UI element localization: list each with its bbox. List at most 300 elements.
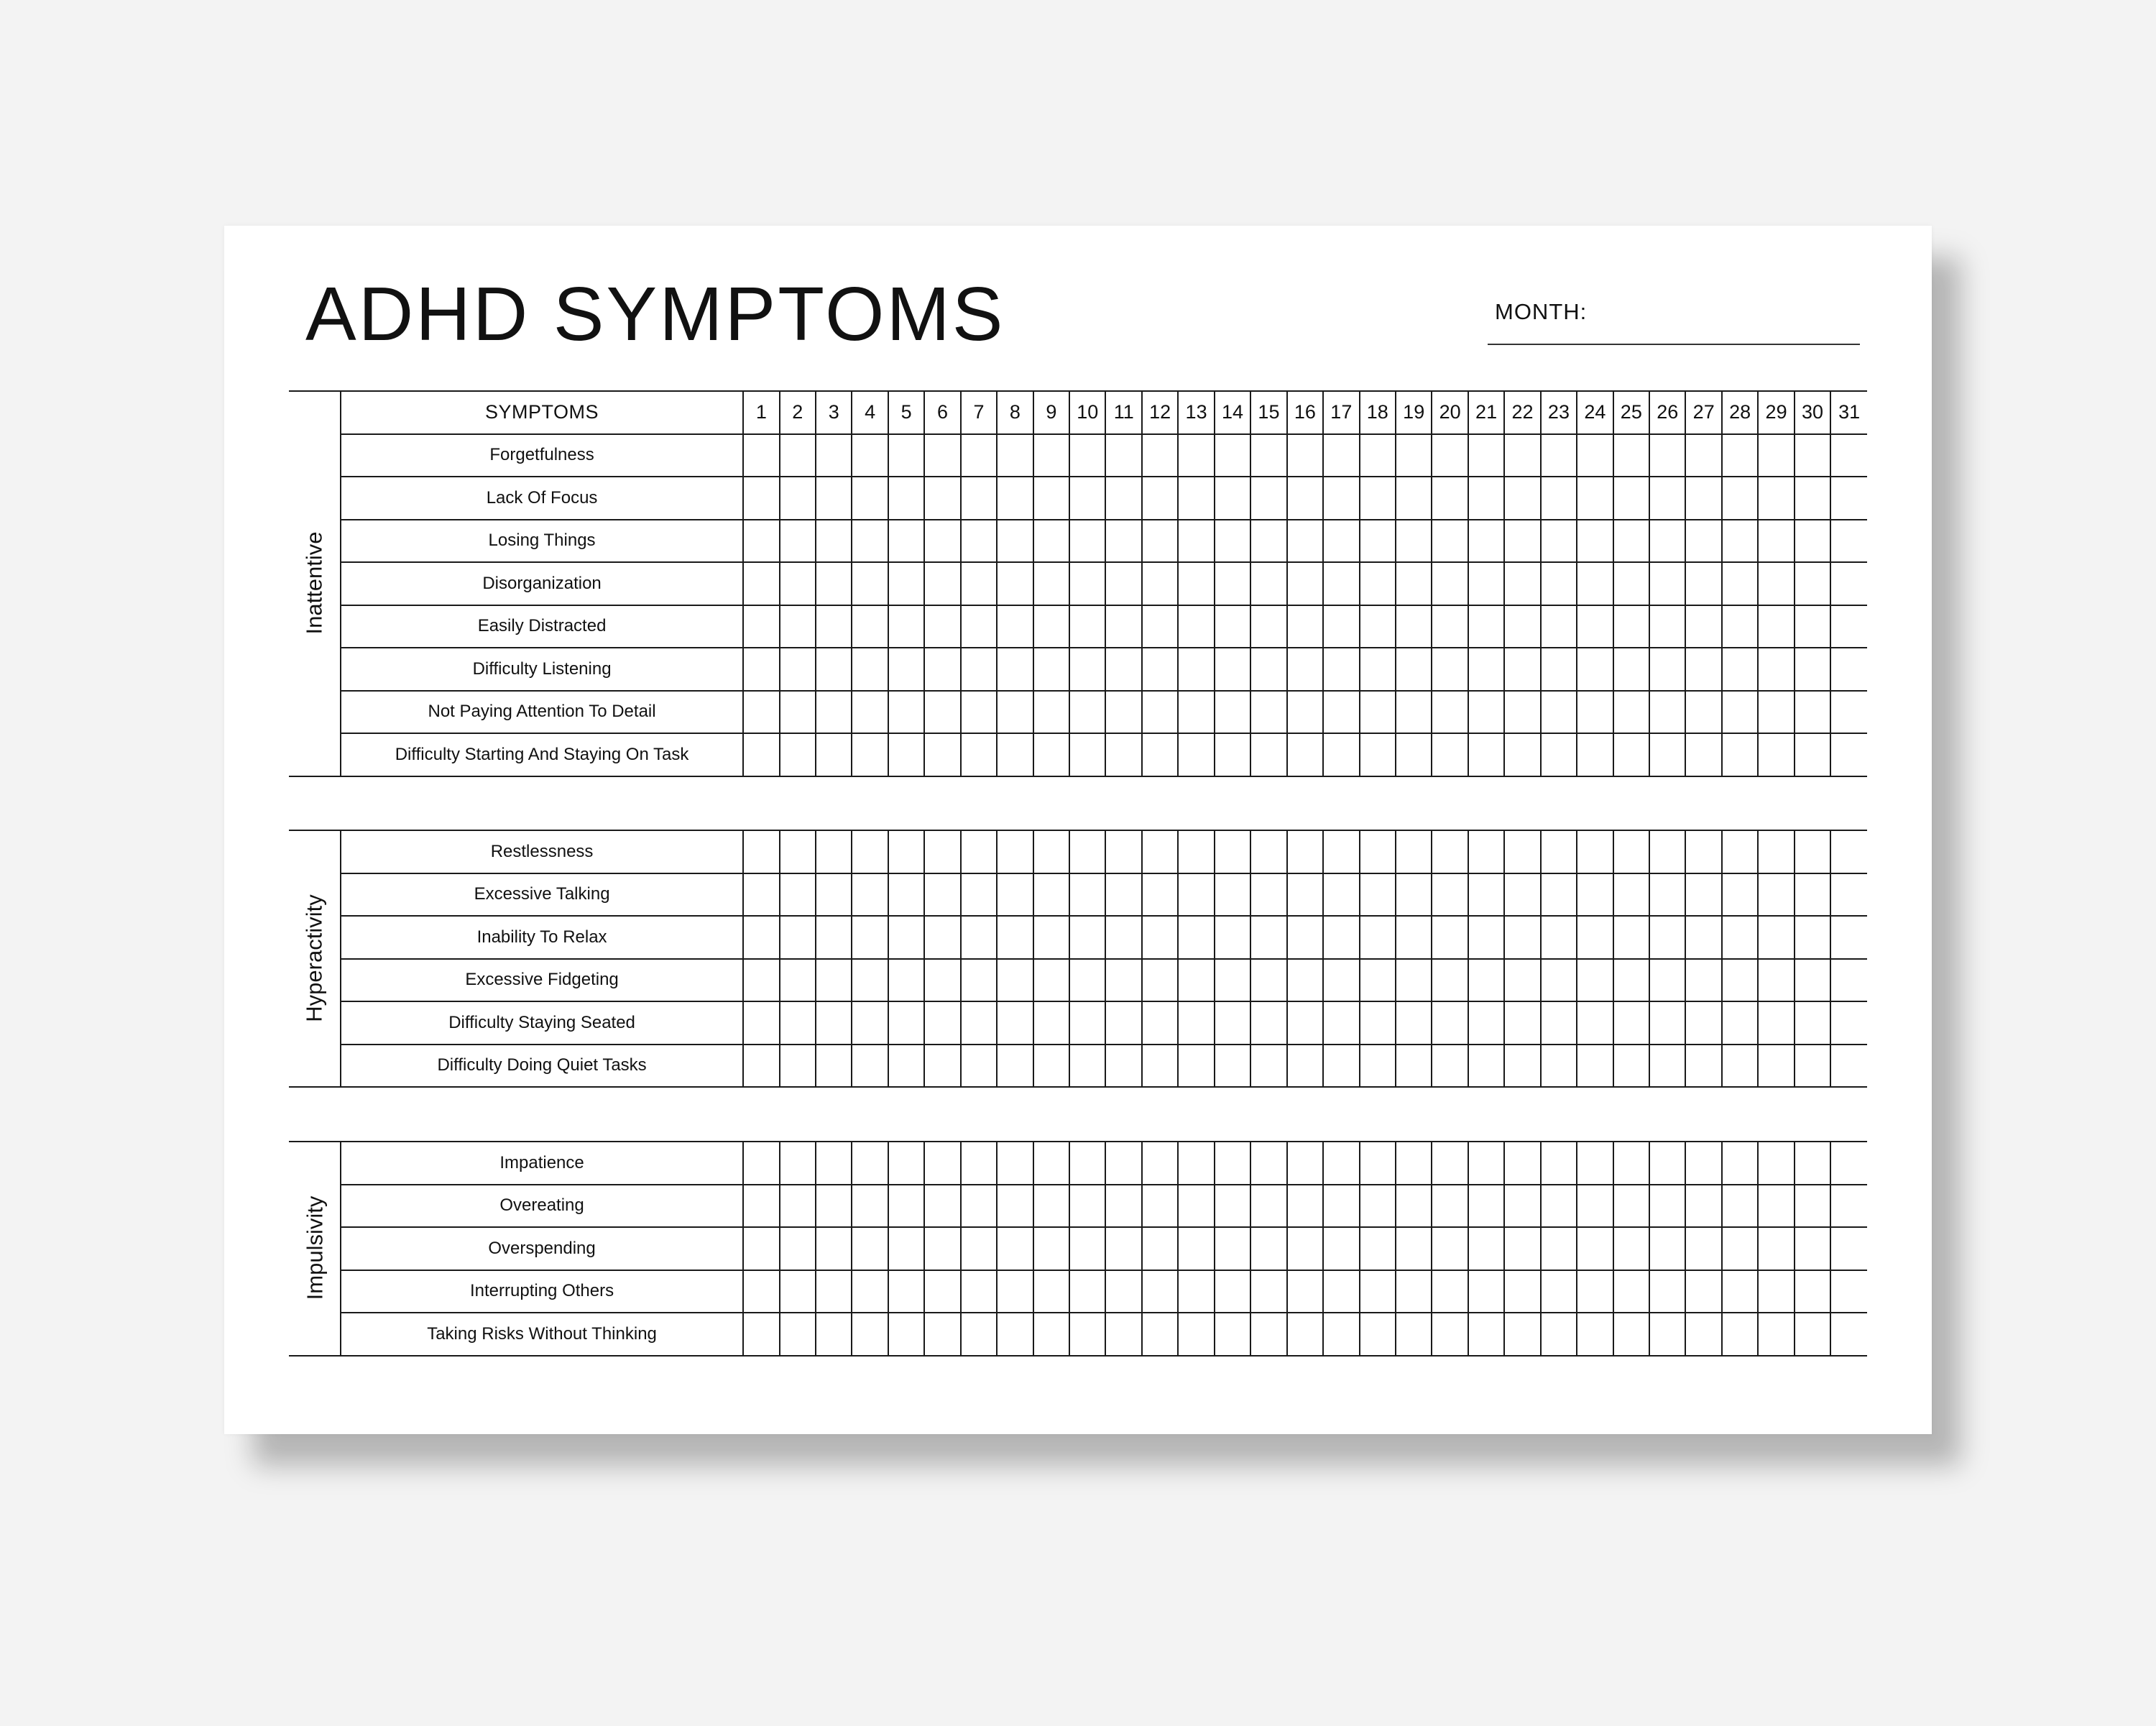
- check-cell[interactable]: [780, 830, 816, 873]
- check-cell[interactable]: [1396, 733, 1432, 776]
- check-cell[interactable]: [1396, 1045, 1432, 1088]
- check-cell[interactable]: [961, 1227, 997, 1270]
- check-cell[interactable]: [1033, 1270, 1069, 1313]
- check-cell[interactable]: [816, 1001, 852, 1045]
- check-cell[interactable]: [743, 434, 779, 477]
- check-cell[interactable]: [780, 1185, 816, 1228]
- check-cell[interactable]: [1830, 605, 1867, 648]
- check-cell[interactable]: [1468, 477, 1504, 520]
- check-cell[interactable]: [1287, 830, 1323, 873]
- check-cell[interactable]: [924, 1185, 960, 1228]
- check-cell[interactable]: [743, 477, 779, 520]
- check-cell[interactable]: [1468, 916, 1504, 959]
- check-cell[interactable]: [924, 477, 960, 520]
- check-cell[interactable]: [1396, 830, 1432, 873]
- check-cell[interactable]: [780, 1270, 816, 1313]
- check-cell[interactable]: [780, 1227, 816, 1270]
- check-cell[interactable]: [1360, 605, 1396, 648]
- check-cell[interactable]: [1649, 434, 1685, 477]
- check-cell[interactable]: [1215, 477, 1250, 520]
- check-cell[interactable]: [1504, 520, 1540, 563]
- check-cell[interactable]: [1795, 959, 1830, 1002]
- check-cell[interactable]: [1758, 477, 1794, 520]
- check-cell[interactable]: [1468, 1270, 1504, 1313]
- check-cell[interactable]: [1250, 691, 1286, 734]
- check-cell[interactable]: [1649, 1313, 1685, 1356]
- check-cell[interactable]: [816, 1142, 852, 1185]
- check-cell[interactable]: [743, 605, 779, 648]
- check-cell[interactable]: [1468, 1001, 1504, 1045]
- check-cell[interactable]: [1323, 434, 1359, 477]
- check-cell[interactable]: [1105, 1142, 1141, 1185]
- check-cell[interactable]: [1685, 959, 1721, 1002]
- check-cell[interactable]: [1250, 959, 1286, 1002]
- check-cell[interactable]: [924, 830, 960, 873]
- check-cell[interactable]: [1287, 873, 1323, 917]
- check-cell[interactable]: [1033, 520, 1069, 563]
- check-cell[interactable]: [1541, 1270, 1577, 1313]
- check-cell[interactable]: [1250, 520, 1286, 563]
- check-cell[interactable]: [1142, 434, 1178, 477]
- check-cell[interactable]: [1795, 916, 1830, 959]
- check-cell[interactable]: [1396, 873, 1432, 917]
- check-cell[interactable]: [1504, 1270, 1540, 1313]
- check-cell[interactable]: [1541, 1185, 1577, 1228]
- check-cell[interactable]: [1250, 830, 1286, 873]
- check-cell[interactable]: [997, 477, 1033, 520]
- check-cell[interactable]: [1830, 830, 1867, 873]
- check-cell[interactable]: [1722, 1142, 1758, 1185]
- check-cell[interactable]: [1722, 434, 1758, 477]
- check-cell[interactable]: [1577, 733, 1613, 776]
- check-cell[interactable]: [1033, 873, 1069, 917]
- check-cell[interactable]: [1033, 691, 1069, 734]
- check-cell[interactable]: [816, 733, 852, 776]
- check-cell[interactable]: [1432, 959, 1468, 1002]
- check-cell[interactable]: [1649, 916, 1685, 959]
- check-cell[interactable]: [997, 1142, 1033, 1185]
- check-cell[interactable]: [1432, 605, 1468, 648]
- check-cell[interactable]: [1033, 1001, 1069, 1045]
- check-cell[interactable]: [816, 873, 852, 917]
- check-cell[interactable]: [852, 1045, 888, 1088]
- check-cell[interactable]: [852, 605, 888, 648]
- check-cell[interactable]: [1685, 477, 1721, 520]
- check-cell[interactable]: [1432, 520, 1468, 563]
- check-cell[interactable]: [1432, 648, 1468, 691]
- check-cell[interactable]: [1287, 1001, 1323, 1045]
- check-cell[interactable]: [961, 873, 997, 917]
- check-cell[interactable]: [1795, 1001, 1830, 1045]
- check-cell[interactable]: [780, 648, 816, 691]
- check-cell[interactable]: [1142, 916, 1178, 959]
- check-cell[interactable]: [1432, 691, 1468, 734]
- check-cell[interactable]: [1069, 477, 1105, 520]
- check-cell[interactable]: [961, 520, 997, 563]
- check-cell[interactable]: [1287, 959, 1323, 1002]
- check-cell[interactable]: [1396, 434, 1432, 477]
- check-cell[interactable]: [1360, 562, 1396, 605]
- check-cell[interactable]: [1432, 562, 1468, 605]
- check-cell[interactable]: [1722, 648, 1758, 691]
- check-cell[interactable]: [1432, 1001, 1468, 1045]
- check-cell[interactable]: [1722, 1045, 1758, 1088]
- check-cell[interactable]: [961, 1313, 997, 1356]
- check-cell[interactable]: [1178, 562, 1214, 605]
- check-cell[interactable]: [961, 830, 997, 873]
- check-cell[interactable]: [1105, 1313, 1141, 1356]
- check-cell[interactable]: [852, 434, 888, 477]
- check-cell[interactable]: [1287, 1045, 1323, 1088]
- check-cell[interactable]: [1504, 1227, 1540, 1270]
- check-cell[interactable]: [1105, 605, 1141, 648]
- check-cell[interactable]: [1577, 1313, 1613, 1356]
- check-cell[interactable]: [888, 648, 924, 691]
- check-cell[interactable]: [1033, 1185, 1069, 1228]
- check-cell[interactable]: [924, 1270, 960, 1313]
- check-cell[interactable]: [1758, 1001, 1794, 1045]
- check-cell[interactable]: [1685, 916, 1721, 959]
- check-cell[interactable]: [1323, 916, 1359, 959]
- check-cell[interactable]: [1287, 477, 1323, 520]
- check-cell[interactable]: [1033, 477, 1069, 520]
- check-cell[interactable]: [1722, 1313, 1758, 1356]
- check-cell[interactable]: [1069, 1142, 1105, 1185]
- check-cell[interactable]: [997, 691, 1033, 734]
- check-cell[interactable]: [1287, 1142, 1323, 1185]
- check-cell[interactable]: [1287, 1270, 1323, 1313]
- check-cell[interactable]: [1795, 477, 1830, 520]
- check-cell[interactable]: [1033, 1227, 1069, 1270]
- check-cell[interactable]: [1541, 434, 1577, 477]
- check-cell[interactable]: [1033, 562, 1069, 605]
- check-cell[interactable]: [1468, 830, 1504, 873]
- check-cell[interactable]: [1541, 520, 1577, 563]
- check-cell[interactable]: [1795, 520, 1830, 563]
- check-cell[interactable]: [1033, 830, 1069, 873]
- check-cell[interactable]: [997, 648, 1033, 691]
- check-cell[interactable]: [743, 873, 779, 917]
- check-cell[interactable]: [1215, 959, 1250, 1002]
- check-cell[interactable]: [1577, 1227, 1613, 1270]
- check-cell[interactable]: [1033, 605, 1069, 648]
- check-cell[interactable]: [1178, 733, 1214, 776]
- check-cell[interactable]: [1577, 605, 1613, 648]
- check-cell[interactable]: [780, 434, 816, 477]
- check-cell[interactable]: [1795, 1185, 1830, 1228]
- check-cell[interactable]: [1577, 830, 1613, 873]
- check-cell[interactable]: [1287, 520, 1323, 563]
- check-cell[interactable]: [1722, 605, 1758, 648]
- check-cell[interactable]: [997, 1185, 1033, 1228]
- check-cell[interactable]: [1360, 1142, 1396, 1185]
- check-cell[interactable]: [1830, 1045, 1867, 1088]
- check-cell[interactable]: [1105, 1227, 1141, 1270]
- check-cell[interactable]: [816, 959, 852, 1002]
- check-cell[interactable]: [1105, 477, 1141, 520]
- check-cell[interactable]: [1685, 1045, 1721, 1088]
- check-cell[interactable]: [1323, 1270, 1359, 1313]
- check-cell[interactable]: [1142, 873, 1178, 917]
- check-cell[interactable]: [1795, 1142, 1830, 1185]
- check-cell[interactable]: [924, 873, 960, 917]
- check-cell[interactable]: [1649, 1270, 1685, 1313]
- check-cell[interactable]: [1504, 873, 1540, 917]
- check-cell[interactable]: [1178, 1270, 1214, 1313]
- check-cell[interactable]: [1722, 1227, 1758, 1270]
- check-cell[interactable]: [1178, 434, 1214, 477]
- check-cell[interactable]: [1685, 691, 1721, 734]
- check-cell[interactable]: [1758, 1142, 1794, 1185]
- check-cell[interactable]: [852, 916, 888, 959]
- check-cell[interactable]: [852, 477, 888, 520]
- check-cell[interactable]: [1795, 733, 1830, 776]
- check-cell[interactable]: [1758, 1185, 1794, 1228]
- check-cell[interactable]: [816, 691, 852, 734]
- check-cell[interactable]: [1178, 916, 1214, 959]
- check-cell[interactable]: [1178, 1001, 1214, 1045]
- check-cell[interactable]: [961, 691, 997, 734]
- check-cell[interactable]: [1178, 1227, 1214, 1270]
- check-cell[interactable]: [852, 1313, 888, 1356]
- check-cell[interactable]: [1795, 873, 1830, 917]
- check-cell[interactable]: [1069, 1227, 1105, 1270]
- check-cell[interactable]: [852, 873, 888, 917]
- check-cell[interactable]: [1468, 1185, 1504, 1228]
- check-cell[interactable]: [1142, 1185, 1178, 1228]
- check-cell[interactable]: [997, 873, 1033, 917]
- check-cell[interactable]: [1685, 830, 1721, 873]
- check-cell[interactable]: [743, 959, 779, 1002]
- check-cell[interactable]: [1069, 605, 1105, 648]
- check-cell[interactable]: [743, 1001, 779, 1045]
- check-cell[interactable]: [1215, 1142, 1250, 1185]
- check-cell[interactable]: [1722, 477, 1758, 520]
- check-cell[interactable]: [1758, 434, 1794, 477]
- check-cell[interactable]: [1830, 477, 1867, 520]
- check-cell[interactable]: [1215, 873, 1250, 917]
- check-cell[interactable]: [1142, 1142, 1178, 1185]
- check-cell[interactable]: [924, 916, 960, 959]
- check-cell[interactable]: [1722, 520, 1758, 563]
- check-cell[interactable]: [1541, 648, 1577, 691]
- check-cell[interactable]: [1758, 1270, 1794, 1313]
- check-cell[interactable]: [1250, 1270, 1286, 1313]
- check-cell[interactable]: [1613, 830, 1649, 873]
- check-cell[interactable]: [1069, 1001, 1105, 1045]
- check-cell[interactable]: [1323, 959, 1359, 1002]
- check-cell[interactable]: [1758, 691, 1794, 734]
- check-cell[interactable]: [997, 1313, 1033, 1356]
- check-cell[interactable]: [1504, 648, 1540, 691]
- check-cell[interactable]: [1323, 648, 1359, 691]
- check-cell[interactable]: [1613, 1142, 1649, 1185]
- check-cell[interactable]: [1396, 1313, 1432, 1356]
- check-cell[interactable]: [1396, 691, 1432, 734]
- check-cell[interactable]: [1142, 520, 1178, 563]
- check-cell[interactable]: [1649, 733, 1685, 776]
- check-cell[interactable]: [1541, 605, 1577, 648]
- check-cell[interactable]: [1649, 873, 1685, 917]
- check-cell[interactable]: [1142, 1045, 1178, 1088]
- check-cell[interactable]: [1541, 873, 1577, 917]
- check-cell[interactable]: [1504, 691, 1540, 734]
- check-cell[interactable]: [1541, 1313, 1577, 1356]
- check-cell[interactable]: [1504, 733, 1540, 776]
- check-cell[interactable]: [780, 562, 816, 605]
- month-field[interactable]: [1488, 293, 1860, 345]
- check-cell[interactable]: [961, 916, 997, 959]
- check-cell[interactable]: [852, 1142, 888, 1185]
- check-cell[interactable]: [924, 733, 960, 776]
- check-cell[interactable]: [1613, 873, 1649, 917]
- check-cell[interactable]: [1722, 562, 1758, 605]
- check-cell[interactable]: [1142, 1001, 1178, 1045]
- check-cell[interactable]: [1069, 959, 1105, 1002]
- check-cell[interactable]: [1649, 830, 1685, 873]
- check-cell[interactable]: [780, 1001, 816, 1045]
- check-cell[interactable]: [1250, 1045, 1286, 1088]
- check-cell[interactable]: [780, 691, 816, 734]
- check-cell[interactable]: [743, 733, 779, 776]
- check-cell[interactable]: [888, 605, 924, 648]
- check-cell[interactable]: [1685, 733, 1721, 776]
- check-cell[interactable]: [1830, 1227, 1867, 1270]
- check-cell[interactable]: [1577, 562, 1613, 605]
- check-cell[interactable]: [852, 1185, 888, 1228]
- check-cell[interactable]: [1178, 1045, 1214, 1088]
- check-cell[interactable]: [1215, 1045, 1250, 1088]
- check-cell[interactable]: [1758, 1045, 1794, 1088]
- check-cell[interactable]: [1541, 733, 1577, 776]
- check-cell[interactable]: [852, 691, 888, 734]
- check-cell[interactable]: [1758, 605, 1794, 648]
- check-cell[interactable]: [1323, 1045, 1359, 1088]
- check-cell[interactable]: [1613, 520, 1649, 563]
- check-cell[interactable]: [1758, 520, 1794, 563]
- check-cell[interactable]: [924, 959, 960, 1002]
- check-cell[interactable]: [997, 959, 1033, 1002]
- check-cell[interactable]: [1287, 733, 1323, 776]
- check-cell[interactable]: [780, 916, 816, 959]
- check-cell[interactable]: [997, 434, 1033, 477]
- check-cell[interactable]: [961, 1185, 997, 1228]
- check-cell[interactable]: [1577, 873, 1613, 917]
- check-cell[interactable]: [1468, 873, 1504, 917]
- check-cell[interactable]: [1323, 477, 1359, 520]
- check-cell[interactable]: [1215, 830, 1250, 873]
- check-cell[interactable]: [1396, 1142, 1432, 1185]
- check-cell[interactable]: [1795, 1045, 1830, 1088]
- check-cell[interactable]: [1178, 605, 1214, 648]
- check-cell[interactable]: [1215, 1185, 1250, 1228]
- check-cell[interactable]: [1287, 1313, 1323, 1356]
- check-cell[interactable]: [1360, 1001, 1396, 1045]
- check-cell[interactable]: [816, 916, 852, 959]
- check-cell[interactable]: [1396, 1001, 1432, 1045]
- check-cell[interactable]: [1215, 648, 1250, 691]
- check-cell[interactable]: [1758, 959, 1794, 1002]
- check-cell[interactable]: [1033, 916, 1069, 959]
- check-cell[interactable]: [1758, 1313, 1794, 1356]
- check-cell[interactable]: [1830, 1270, 1867, 1313]
- check-cell[interactable]: [1360, 830, 1396, 873]
- check-cell[interactable]: [1360, 434, 1396, 477]
- check-cell[interactable]: [1287, 1227, 1323, 1270]
- check-cell[interactable]: [1287, 562, 1323, 605]
- check-cell[interactable]: [1069, 1313, 1105, 1356]
- check-cell[interactable]: [1323, 1313, 1359, 1356]
- check-cell[interactable]: [1323, 1142, 1359, 1185]
- check-cell[interactable]: [1722, 916, 1758, 959]
- check-cell[interactable]: [1215, 733, 1250, 776]
- check-cell[interactable]: [816, 520, 852, 563]
- check-cell[interactable]: [1577, 1270, 1613, 1313]
- check-cell[interactable]: [1178, 830, 1214, 873]
- check-cell[interactable]: [1795, 562, 1830, 605]
- check-cell[interactable]: [1250, 1185, 1286, 1228]
- check-cell[interactable]: [924, 605, 960, 648]
- check-cell[interactable]: [1795, 434, 1830, 477]
- check-cell[interactable]: [780, 1313, 816, 1356]
- check-cell[interactable]: [1250, 562, 1286, 605]
- check-cell[interactable]: [852, 648, 888, 691]
- check-cell[interactable]: [1178, 648, 1214, 691]
- check-cell[interactable]: [1360, 648, 1396, 691]
- check-cell[interactable]: [1685, 434, 1721, 477]
- check-cell[interactable]: [997, 1001, 1033, 1045]
- check-cell[interactable]: [888, 520, 924, 563]
- check-cell[interactable]: [1830, 648, 1867, 691]
- check-cell[interactable]: [1069, 520, 1105, 563]
- check-cell[interactable]: [997, 1045, 1033, 1088]
- check-cell[interactable]: [1649, 691, 1685, 734]
- check-cell[interactable]: [961, 1001, 997, 1045]
- check-cell[interactable]: [852, 830, 888, 873]
- check-cell[interactable]: [961, 434, 997, 477]
- check-cell[interactable]: [924, 1045, 960, 1088]
- check-cell[interactable]: [1541, 1045, 1577, 1088]
- check-cell[interactable]: [816, 562, 852, 605]
- check-cell[interactable]: [924, 1001, 960, 1045]
- check-cell[interactable]: [1360, 873, 1396, 917]
- check-cell[interactable]: [1178, 959, 1214, 1002]
- check-cell[interactable]: [1504, 1142, 1540, 1185]
- check-cell[interactable]: [1613, 434, 1649, 477]
- check-cell[interactable]: [1722, 1001, 1758, 1045]
- check-cell[interactable]: [997, 830, 1033, 873]
- check-cell[interactable]: [1685, 1185, 1721, 1228]
- check-cell[interactable]: [888, 477, 924, 520]
- check-cell[interactable]: [1795, 1227, 1830, 1270]
- check-cell[interactable]: [1830, 1313, 1867, 1356]
- check-cell[interactable]: [1287, 691, 1323, 734]
- check-cell[interactable]: [1287, 1185, 1323, 1228]
- check-cell[interactable]: [1360, 1185, 1396, 1228]
- check-cell[interactable]: [852, 1001, 888, 1045]
- check-cell[interactable]: [1033, 1313, 1069, 1356]
- check-cell[interactable]: [1215, 434, 1250, 477]
- check-cell[interactable]: [1250, 1142, 1286, 1185]
- check-cell[interactable]: [1504, 1313, 1540, 1356]
- check-cell[interactable]: [1033, 434, 1069, 477]
- check-cell[interactable]: [1468, 733, 1504, 776]
- check-cell[interactable]: [1613, 916, 1649, 959]
- check-cell[interactable]: [1613, 1227, 1649, 1270]
- check-cell[interactable]: [1830, 1142, 1867, 1185]
- check-cell[interactable]: [1069, 562, 1105, 605]
- check-cell[interactable]: [1323, 691, 1359, 734]
